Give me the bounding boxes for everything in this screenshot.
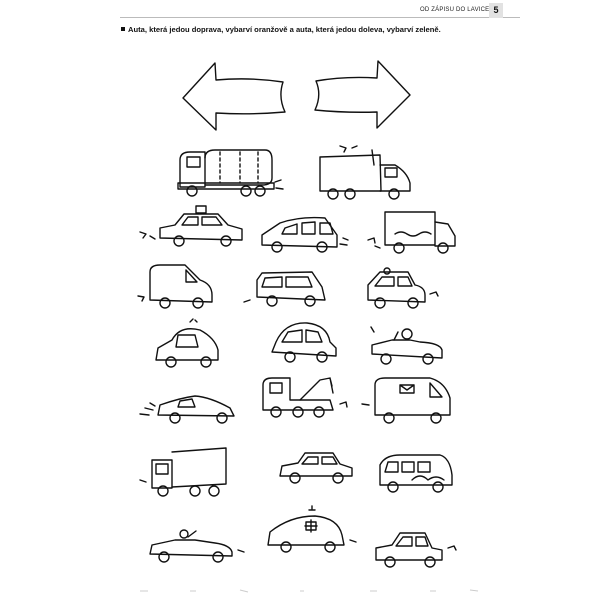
convertible-car — [371, 327, 442, 364]
taxi-car — [140, 206, 242, 246]
hatchback — [376, 533, 456, 567]
arrow-right-icon — [315, 61, 410, 128]
small-car — [368, 268, 438, 308]
mail-van — [362, 378, 450, 423]
page-number: 5 — [489, 3, 503, 18]
sedan — [280, 453, 352, 483]
footer-marks — [130, 587, 490, 595]
roadster — [150, 530, 244, 562]
bus-van — [380, 455, 452, 492]
panel-van — [138, 265, 212, 308]
delivery-truck — [368, 212, 455, 253]
arrow-left-icon — [183, 63, 285, 130]
sports-car — [140, 396, 234, 423]
instruction-text: Auta, která jedou doprava, vybarví oranžově a auta, která jedou doleva, vybarví zeleně. — [128, 25, 441, 34]
tanker-truck — [178, 150, 283, 196]
bubble-car — [156, 319, 218, 367]
station-wagon — [244, 272, 325, 306]
beetle-car — [272, 323, 336, 362]
cargo-truck — [140, 448, 226, 496]
header-title: OD ZÁPISU DO LAVICE — [420, 7, 490, 13]
tow-truck — [263, 378, 347, 417]
box-truck — [320, 146, 410, 199]
ambulance — [268, 506, 356, 552]
minivan — [262, 218, 348, 252]
